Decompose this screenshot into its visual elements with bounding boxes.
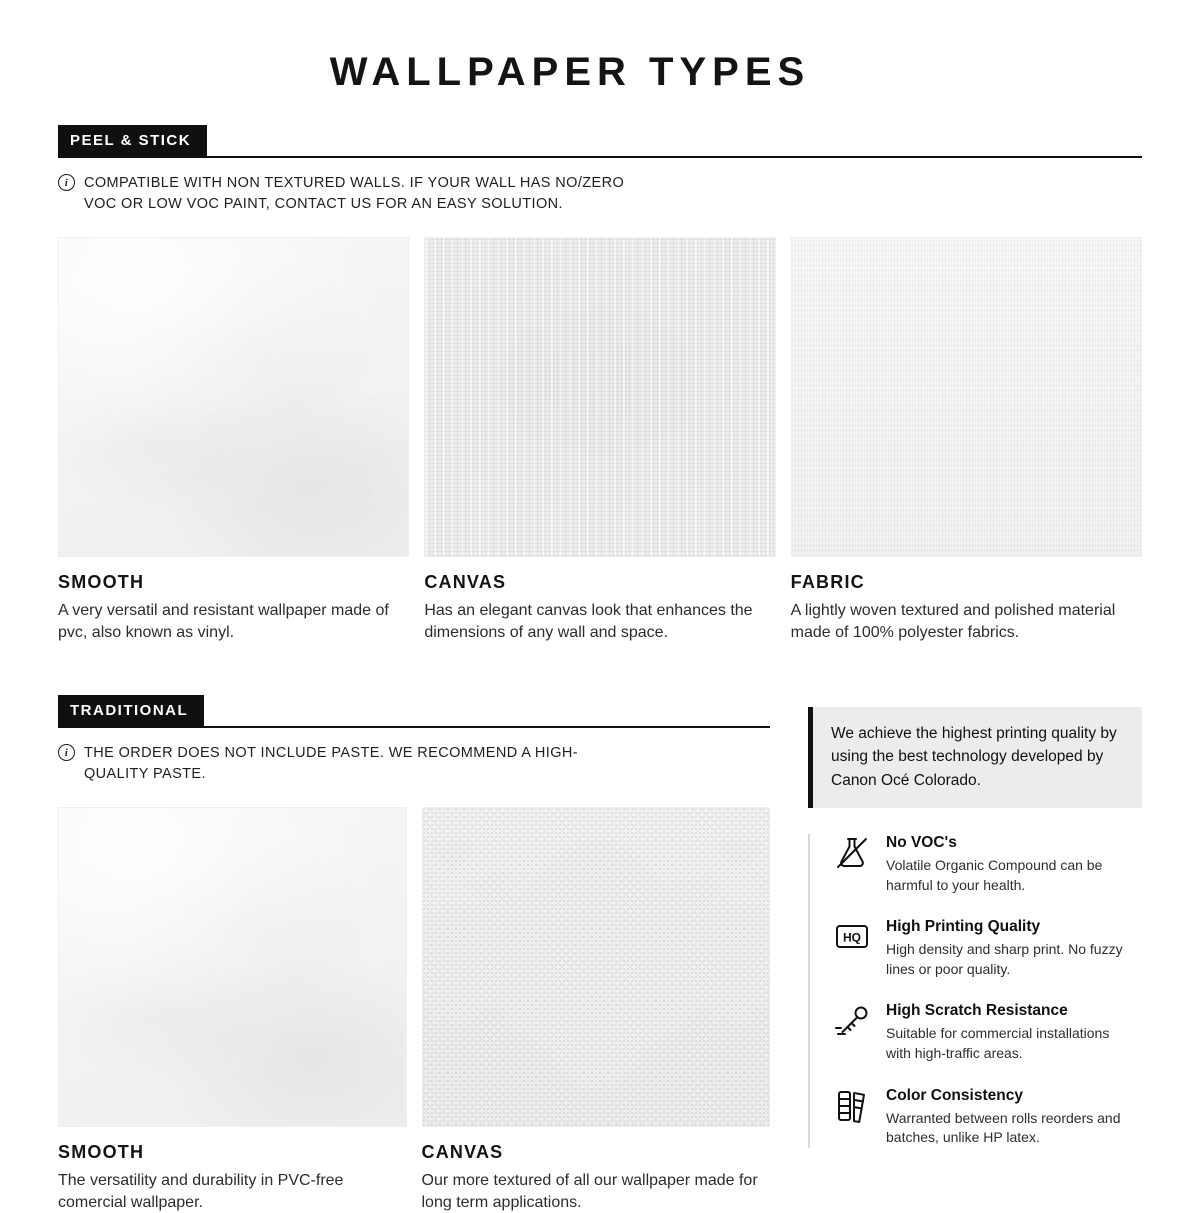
color-consistency-icon	[832, 1087, 872, 1127]
swatch-card-canvas	[424, 237, 775, 643]
swatch-name: SMOOTH	[58, 1142, 145, 1163]
no-voc-icon	[832, 834, 872, 874]
feature-text	[886, 918, 1136, 979]
smooth-texture-image	[58, 807, 407, 1127]
feature-description: Volatile Organic Compound can be harmful to your health.	[886, 856, 1103, 893]
feature-text	[886, 1002, 1136, 1063]
quality-panel	[808, 687, 1142, 1213]
feature-text	[886, 1087, 1136, 1148]
feature-high-printing-quality	[832, 918, 1142, 979]
feature-text	[886, 834, 1136, 895]
swatch-description: The versatility and durability in PVC-free comercial wallpaper.	[58, 1172, 344, 1211]
fabric-texture-image	[791, 237, 1142, 557]
svg-text:HQ: HQ	[843, 930, 861, 945]
feature-description: Suitable for commercial installations with high-traffic areas.	[886, 1025, 1110, 1061]
swatch-name: FABRIC	[790, 572, 865, 593]
scratch-resistance-icon	[832, 1002, 872, 1042]
smooth-texture-image	[58, 237, 409, 557]
peel-stick-note-text: COMPATIBLE WITH NON TEXTURED WALLS. IF YOUR WALL HAS NO/ZERO VOC OR LOW VOC PAINT, CONTACT US FOR AN EASY SOLUTION.	[84, 175, 625, 213]
swatch-name: CANVAS	[421, 1142, 504, 1163]
page-title: WALLPAPER TYPES	[329, 50, 811, 94]
peel-stick-tag: PEEL & STICK	[58, 125, 207, 156]
peel-stick-note	[58, 173, 1142, 215]
feature-title: High Printing Quality	[886, 918, 1041, 936]
info-icon: i	[58, 744, 75, 761]
feature-description: High density and sharp print. No fuzzy lines or poor quality.	[886, 941, 1123, 977]
traditional-note	[58, 743, 770, 785]
swatch-description: Has an elegant canvas look that enhances the dimensions of any wall and space.	[424, 602, 753, 641]
traditional-header	[58, 695, 770, 728]
canvas-texture-image	[422, 807, 771, 1127]
feature-list	[808, 834, 1142, 1148]
feature-scratch-resistance	[832, 1002, 1142, 1063]
canvas-texture-image	[424, 237, 775, 557]
swatch-name: CANVAS	[424, 572, 507, 593]
swatch-card-smooth	[58, 807, 407, 1213]
feature-title: High Scratch Resistance	[886, 1002, 1068, 1020]
peel-stick-header	[58, 125, 1142, 158]
swatch-description: A lightly woven textured and polished material made of 100% polyester fabrics.	[790, 602, 1116, 641]
swatch-card-canvas	[422, 807, 771, 1213]
swatch-card-smooth	[58, 237, 409, 643]
traditional-tag: TRADITIONAL	[58, 695, 204, 726]
traditional-swatch-grid	[58, 807, 770, 1213]
swatch-name: SMOOTH	[58, 572, 145, 593]
bottom-area	[58, 687, 1142, 1213]
swatch-description: Our more textured of all our wallpaper made for long term applications.	[421, 1172, 758, 1211]
feature-title: No VOC's	[886, 833, 957, 851]
section-peel-stick	[58, 125, 1142, 643]
section-traditional	[58, 687, 770, 1213]
feature-title: Color Consistency	[886, 1086, 1023, 1104]
info-icon: i	[58, 174, 75, 191]
high-quality-icon	[832, 918, 872, 958]
swatch-card-fabric	[791, 237, 1142, 643]
feature-color-consistency	[832, 1087, 1142, 1148]
feature-no-voc	[832, 834, 1142, 895]
swatch-description: A very versatil and resistant wallpaper made of pvc, also known as vinyl.	[58, 602, 389, 641]
printing-quality-quote: We achieve the highest printing quality by using the best technology developed by Canon Océ Colorado.	[808, 707, 1142, 808]
peel-stick-swatch-grid	[58, 237, 1142, 643]
traditional-note-text: THE ORDER DOES NOT INCLUDE PASTE. WE RECOMMEND A HIGH-QUALITY PASTE.	[84, 745, 578, 783]
feature-description: Warranted between rolls reorders and batches, unlike HP latex.	[886, 1109, 1121, 1146]
